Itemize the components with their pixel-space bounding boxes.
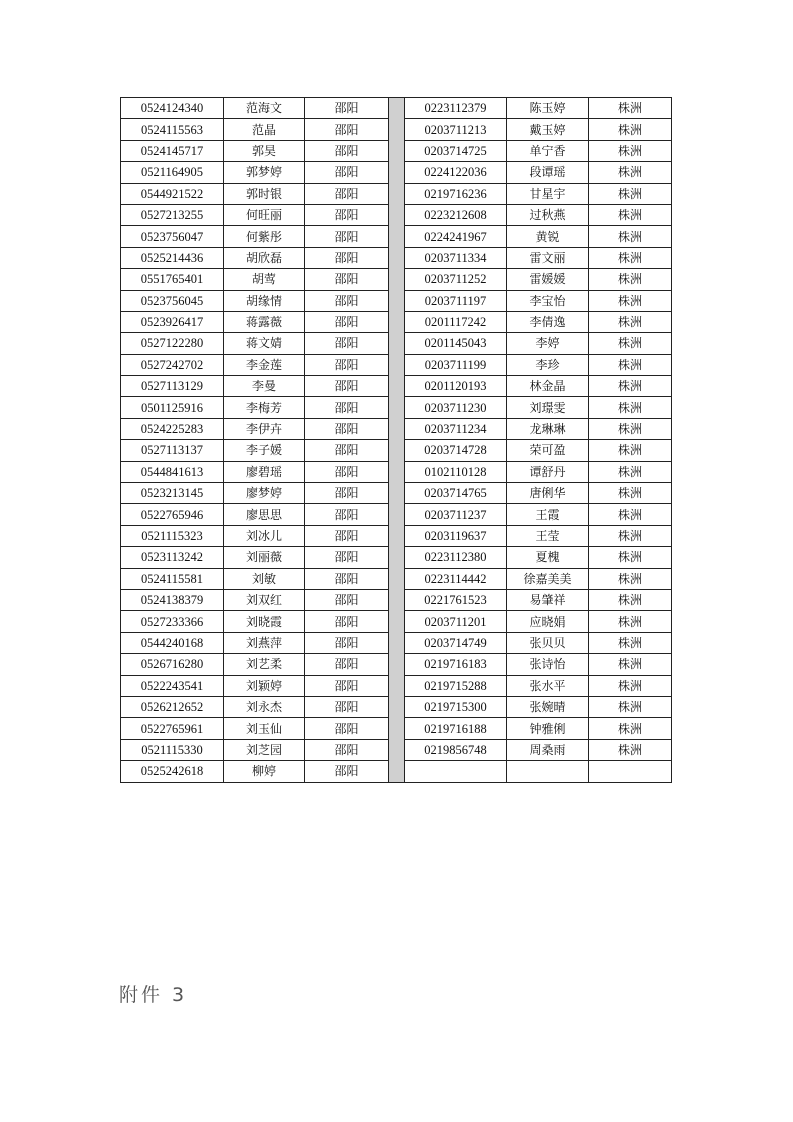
left-city-cell: 邵阳 bbox=[305, 547, 389, 568]
right-id-cell: 0223112380 bbox=[405, 547, 507, 568]
right-name-cell: 段谭瑶 bbox=[507, 162, 589, 183]
right-name-cell: 谭舒丹 bbox=[507, 461, 589, 482]
right-name-cell: 单宁香 bbox=[507, 140, 589, 161]
left-city-cell: 邵阳 bbox=[305, 461, 389, 482]
right-city-cell: 株洲 bbox=[589, 290, 672, 311]
right-name-cell: 徐嘉美美 bbox=[507, 568, 589, 589]
left-id-cell: 0526716280 bbox=[121, 654, 224, 675]
right-city-cell: 株洲 bbox=[589, 333, 672, 354]
roster-table bbox=[120, 97, 672, 783]
left-id-cell: 0524124340 bbox=[121, 98, 224, 119]
left-id-cell: 0525242618 bbox=[121, 761, 224, 782]
right-id-cell: 0203711213 bbox=[405, 119, 507, 140]
right-city-cell: 株洲 bbox=[589, 696, 672, 717]
right-id-cell: 0219715288 bbox=[405, 675, 507, 696]
right-city-cell: 株洲 bbox=[589, 504, 672, 525]
left-name-cell: 李曼 bbox=[224, 376, 305, 397]
right-city-cell: 株洲 bbox=[589, 162, 672, 183]
right-city-cell: 株洲 bbox=[589, 483, 672, 504]
left-city-cell: 邵阳 bbox=[305, 183, 389, 204]
left-city-cell: 邵阳 bbox=[305, 119, 389, 140]
right-city-cell: 株洲 bbox=[589, 247, 672, 268]
left-name-cell: 郭昊 bbox=[224, 140, 305, 161]
right-name-cell: 周桑雨 bbox=[507, 739, 589, 760]
left-name-cell: 范海文 bbox=[224, 98, 305, 119]
right-name-cell: 钟雅俐 bbox=[507, 718, 589, 739]
left-name-cell: 李伊卉 bbox=[224, 418, 305, 439]
left-city-cell: 邵阳 bbox=[305, 589, 389, 610]
right-city-cell: 株洲 bbox=[589, 311, 672, 332]
left-name-cell: 胡欣磊 bbox=[224, 247, 305, 268]
right-name-cell: 李倩逸 bbox=[507, 311, 589, 332]
right-id-cell: 0219716188 bbox=[405, 718, 507, 739]
left-name-cell: 刘敏 bbox=[224, 568, 305, 589]
left-id-cell: 0544240168 bbox=[121, 632, 224, 653]
left-city-cell: 邵阳 bbox=[305, 525, 389, 546]
left-name-cell: 廖碧瑶 bbox=[224, 461, 305, 482]
right-name-cell: 李珍 bbox=[507, 354, 589, 375]
left-city-cell: 邵阳 bbox=[305, 611, 389, 632]
right-city-cell: 株洲 bbox=[589, 98, 672, 119]
column-separator bbox=[389, 98, 405, 783]
right-city-cell: 株洲 bbox=[589, 739, 672, 760]
left-city-cell: 邵阳 bbox=[305, 204, 389, 225]
left-id-cell: 0523756047 bbox=[121, 226, 224, 247]
left-city-cell: 邵阳 bbox=[305, 418, 389, 439]
right-id-cell: 0203711252 bbox=[405, 269, 507, 290]
right-id-cell: 0219856748 bbox=[405, 739, 507, 760]
right-city-cell: 株洲 bbox=[589, 654, 672, 675]
left-name-cell: 廖梦婷 bbox=[224, 483, 305, 504]
left-name-cell: 刘晓霞 bbox=[224, 611, 305, 632]
right-id-cell: 0203714725 bbox=[405, 140, 507, 161]
left-name-cell: 廖思思 bbox=[224, 504, 305, 525]
left-city-cell: 邵阳 bbox=[305, 269, 389, 290]
right-city-cell: 株洲 bbox=[589, 440, 672, 461]
left-city-cell: 邵阳 bbox=[305, 675, 389, 696]
right-id-cell: 0203711237 bbox=[405, 504, 507, 525]
right-city-cell: 株洲 bbox=[589, 354, 672, 375]
right-city-cell: 株洲 bbox=[589, 119, 672, 140]
left-name-cell: 李梅芳 bbox=[224, 397, 305, 418]
left-city-cell: 邵阳 bbox=[305, 718, 389, 739]
left-city-cell: 邵阳 bbox=[305, 333, 389, 354]
right-name-cell: 荣可盈 bbox=[507, 440, 589, 461]
left-name-cell: 刘燕萍 bbox=[224, 632, 305, 653]
left-id-cell: 0521115330 bbox=[121, 739, 224, 760]
right-city-cell: 株洲 bbox=[589, 589, 672, 610]
left-id-cell: 0524225283 bbox=[121, 418, 224, 439]
right-name-cell bbox=[507, 761, 589, 782]
left-id-cell: 0524138379 bbox=[121, 589, 224, 610]
left-name-cell: 刘艺柔 bbox=[224, 654, 305, 675]
left-city-cell: 邵阳 bbox=[305, 739, 389, 760]
left-name-cell: 何旺丽 bbox=[224, 204, 305, 225]
right-id-cell: 0203714728 bbox=[405, 440, 507, 461]
left-name-cell: 刘丽薇 bbox=[224, 547, 305, 568]
left-id-cell: 0544921522 bbox=[121, 183, 224, 204]
right-city-cell: 株洲 bbox=[589, 675, 672, 696]
right-id-cell: 0201117242 bbox=[405, 311, 507, 332]
right-id-cell bbox=[405, 761, 507, 782]
left-name-cell: 刘冰儿 bbox=[224, 525, 305, 546]
right-city-cell: 株洲 bbox=[589, 397, 672, 418]
left-name-cell: 郭时银 bbox=[224, 183, 305, 204]
right-name-cell: 雷媛媛 bbox=[507, 269, 589, 290]
right-city-cell: 株洲 bbox=[589, 183, 672, 204]
left-name-cell: 柳婷 bbox=[224, 761, 305, 782]
left-id-cell: 0527113137 bbox=[121, 440, 224, 461]
right-id-cell: 0221761523 bbox=[405, 589, 507, 610]
right-id-cell: 0203711234 bbox=[405, 418, 507, 439]
right-id-cell: 0203711197 bbox=[405, 290, 507, 311]
right-id-cell: 0201145043 bbox=[405, 333, 507, 354]
left-name-cell: 蒋文婧 bbox=[224, 333, 305, 354]
right-id-cell: 0203714765 bbox=[405, 483, 507, 504]
left-id-cell: 0521164905 bbox=[121, 162, 224, 183]
right-name-cell: 张水平 bbox=[507, 675, 589, 696]
left-id-cell: 0527233366 bbox=[121, 611, 224, 632]
right-id-cell: 0203119637 bbox=[405, 525, 507, 546]
left-city-cell: 邵阳 bbox=[305, 632, 389, 653]
right-id-cell: 0223112379 bbox=[405, 98, 507, 119]
left-id-cell: 0527113129 bbox=[121, 376, 224, 397]
left-id-cell: 0523756045 bbox=[121, 290, 224, 311]
left-id-cell: 0523213145 bbox=[121, 483, 224, 504]
left-id-cell: 0527213255 bbox=[121, 204, 224, 225]
left-city-cell: 邵阳 bbox=[305, 376, 389, 397]
right-city-cell: 株洲 bbox=[589, 461, 672, 482]
right-name-cell: 雷文丽 bbox=[507, 247, 589, 268]
right-name-cell: 王莹 bbox=[507, 525, 589, 546]
left-name-cell: 胡莺 bbox=[224, 269, 305, 290]
left-city-cell: 邵阳 bbox=[305, 483, 389, 504]
right-city-cell: 株洲 bbox=[589, 269, 672, 290]
left-id-cell: 0527242702 bbox=[121, 354, 224, 375]
right-name-cell: 李婷 bbox=[507, 333, 589, 354]
left-id-cell: 0524115581 bbox=[121, 568, 224, 589]
right-city-cell: 株洲 bbox=[589, 632, 672, 653]
right-name-cell: 张贝贝 bbox=[507, 632, 589, 653]
right-city-cell: 株洲 bbox=[589, 718, 672, 739]
left-name-cell: 刘玉仙 bbox=[224, 718, 305, 739]
left-name-cell: 刘双红 bbox=[224, 589, 305, 610]
right-id-cell: 0223212608 bbox=[405, 204, 507, 225]
table-row bbox=[121, 98, 672, 119]
right-city-cell: 株洲 bbox=[589, 418, 672, 439]
left-city-cell: 邵阳 bbox=[305, 226, 389, 247]
right-name-cell: 易肇祥 bbox=[507, 589, 589, 610]
right-city-cell: 株洲 bbox=[589, 226, 672, 247]
right-city-cell: 株洲 bbox=[589, 376, 672, 397]
left-city-cell: 邵阳 bbox=[305, 162, 389, 183]
right-id-cell: 0219716236 bbox=[405, 183, 507, 204]
right-name-cell: 王霞 bbox=[507, 504, 589, 525]
right-id-cell: 0203711199 bbox=[405, 354, 507, 375]
left-id-cell: 0523113242 bbox=[121, 547, 224, 568]
left-id-cell: 0521115323 bbox=[121, 525, 224, 546]
right-name-cell: 林金晶 bbox=[507, 376, 589, 397]
left-city-cell: 邵阳 bbox=[305, 696, 389, 717]
left-id-cell: 0524145717 bbox=[121, 140, 224, 161]
left-id-cell: 0522243541 bbox=[121, 675, 224, 696]
right-name-cell: 李宝怡 bbox=[507, 290, 589, 311]
left-city-cell: 邵阳 bbox=[305, 654, 389, 675]
left-name-cell: 李子媛 bbox=[224, 440, 305, 461]
left-name-cell: 刘芝园 bbox=[224, 739, 305, 760]
right-city-cell: 株洲 bbox=[589, 568, 672, 589]
left-id-cell: 0527122280 bbox=[121, 333, 224, 354]
left-id-cell: 0524115563 bbox=[121, 119, 224, 140]
left-city-cell: 邵阳 bbox=[305, 290, 389, 311]
left-id-cell: 0523926417 bbox=[121, 311, 224, 332]
right-name-cell: 张诗怡 bbox=[507, 654, 589, 675]
left-name-cell: 刘颖婷 bbox=[224, 675, 305, 696]
left-name-cell: 李金莲 bbox=[224, 354, 305, 375]
left-name-cell: 何紫彤 bbox=[224, 226, 305, 247]
left-id-cell: 0525214436 bbox=[121, 247, 224, 268]
right-id-cell: 0203711334 bbox=[405, 247, 507, 268]
left-id-cell: 0544841613 bbox=[121, 461, 224, 482]
left-name-cell: 范晶 bbox=[224, 119, 305, 140]
right-name-cell: 夏槐 bbox=[507, 547, 589, 568]
left-id-cell: 0522765961 bbox=[121, 718, 224, 739]
right-name-cell: 黄锐 bbox=[507, 226, 589, 247]
left-city-cell: 邵阳 bbox=[305, 354, 389, 375]
right-id-cell: 0203711201 bbox=[405, 611, 507, 632]
right-name-cell: 唐俐华 bbox=[507, 483, 589, 504]
right-id-cell: 0223114442 bbox=[405, 568, 507, 589]
right-name-cell: 刘璟雯 bbox=[507, 397, 589, 418]
right-name-cell: 张婉晴 bbox=[507, 696, 589, 717]
attachment-label: 附件 3 bbox=[119, 984, 188, 1006]
right-city-cell: 株洲 bbox=[589, 611, 672, 632]
left-city-cell: 邵阳 bbox=[305, 504, 389, 525]
right-id-cell: 0201120193 bbox=[405, 376, 507, 397]
left-city-cell: 邵阳 bbox=[305, 311, 389, 332]
right-id-cell: 0203711230 bbox=[405, 397, 507, 418]
right-id-cell: 0102110128 bbox=[405, 461, 507, 482]
left-city-cell: 邵阳 bbox=[305, 761, 389, 782]
left-city-cell: 邵阳 bbox=[305, 568, 389, 589]
right-city-cell: 株洲 bbox=[589, 525, 672, 546]
left-name-cell: 蒋露薇 bbox=[224, 311, 305, 332]
right-id-cell: 0219716183 bbox=[405, 654, 507, 675]
left-id-cell: 0501125916 bbox=[121, 397, 224, 418]
right-city-cell: 株洲 bbox=[589, 204, 672, 225]
left-name-cell: 刘永杰 bbox=[224, 696, 305, 717]
left-city-cell: 邵阳 bbox=[305, 440, 389, 461]
left-city-cell: 邵阳 bbox=[305, 140, 389, 161]
left-name-cell: 郭梦婷 bbox=[224, 162, 305, 183]
left-id-cell: 0551765401 bbox=[121, 269, 224, 290]
right-id-cell: 0224122036 bbox=[405, 162, 507, 183]
right-name-cell: 过秋燕 bbox=[507, 204, 589, 225]
right-name-cell: 龙琳琳 bbox=[507, 418, 589, 439]
left-id-cell: 0526212652 bbox=[121, 696, 224, 717]
left-name-cell: 胡缘情 bbox=[224, 290, 305, 311]
right-city-cell bbox=[589, 761, 672, 782]
right-name-cell: 甘星宇 bbox=[507, 183, 589, 204]
right-city-cell: 株洲 bbox=[589, 140, 672, 161]
right-id-cell: 0224241967 bbox=[405, 226, 507, 247]
left-city-cell: 邵阳 bbox=[305, 397, 389, 418]
right-id-cell: 0219715300 bbox=[405, 696, 507, 717]
left-city-cell: 邵阳 bbox=[305, 247, 389, 268]
right-city-cell: 株洲 bbox=[589, 547, 672, 568]
left-id-cell: 0522765946 bbox=[121, 504, 224, 525]
left-city-cell: 邵阳 bbox=[305, 98, 389, 119]
right-name-cell: 应晓娟 bbox=[507, 611, 589, 632]
roster-body bbox=[121, 98, 672, 783]
right-id-cell: 0203714749 bbox=[405, 632, 507, 653]
right-name-cell: 陈玉婷 bbox=[507, 98, 589, 119]
right-name-cell: 戴玉婷 bbox=[507, 119, 589, 140]
